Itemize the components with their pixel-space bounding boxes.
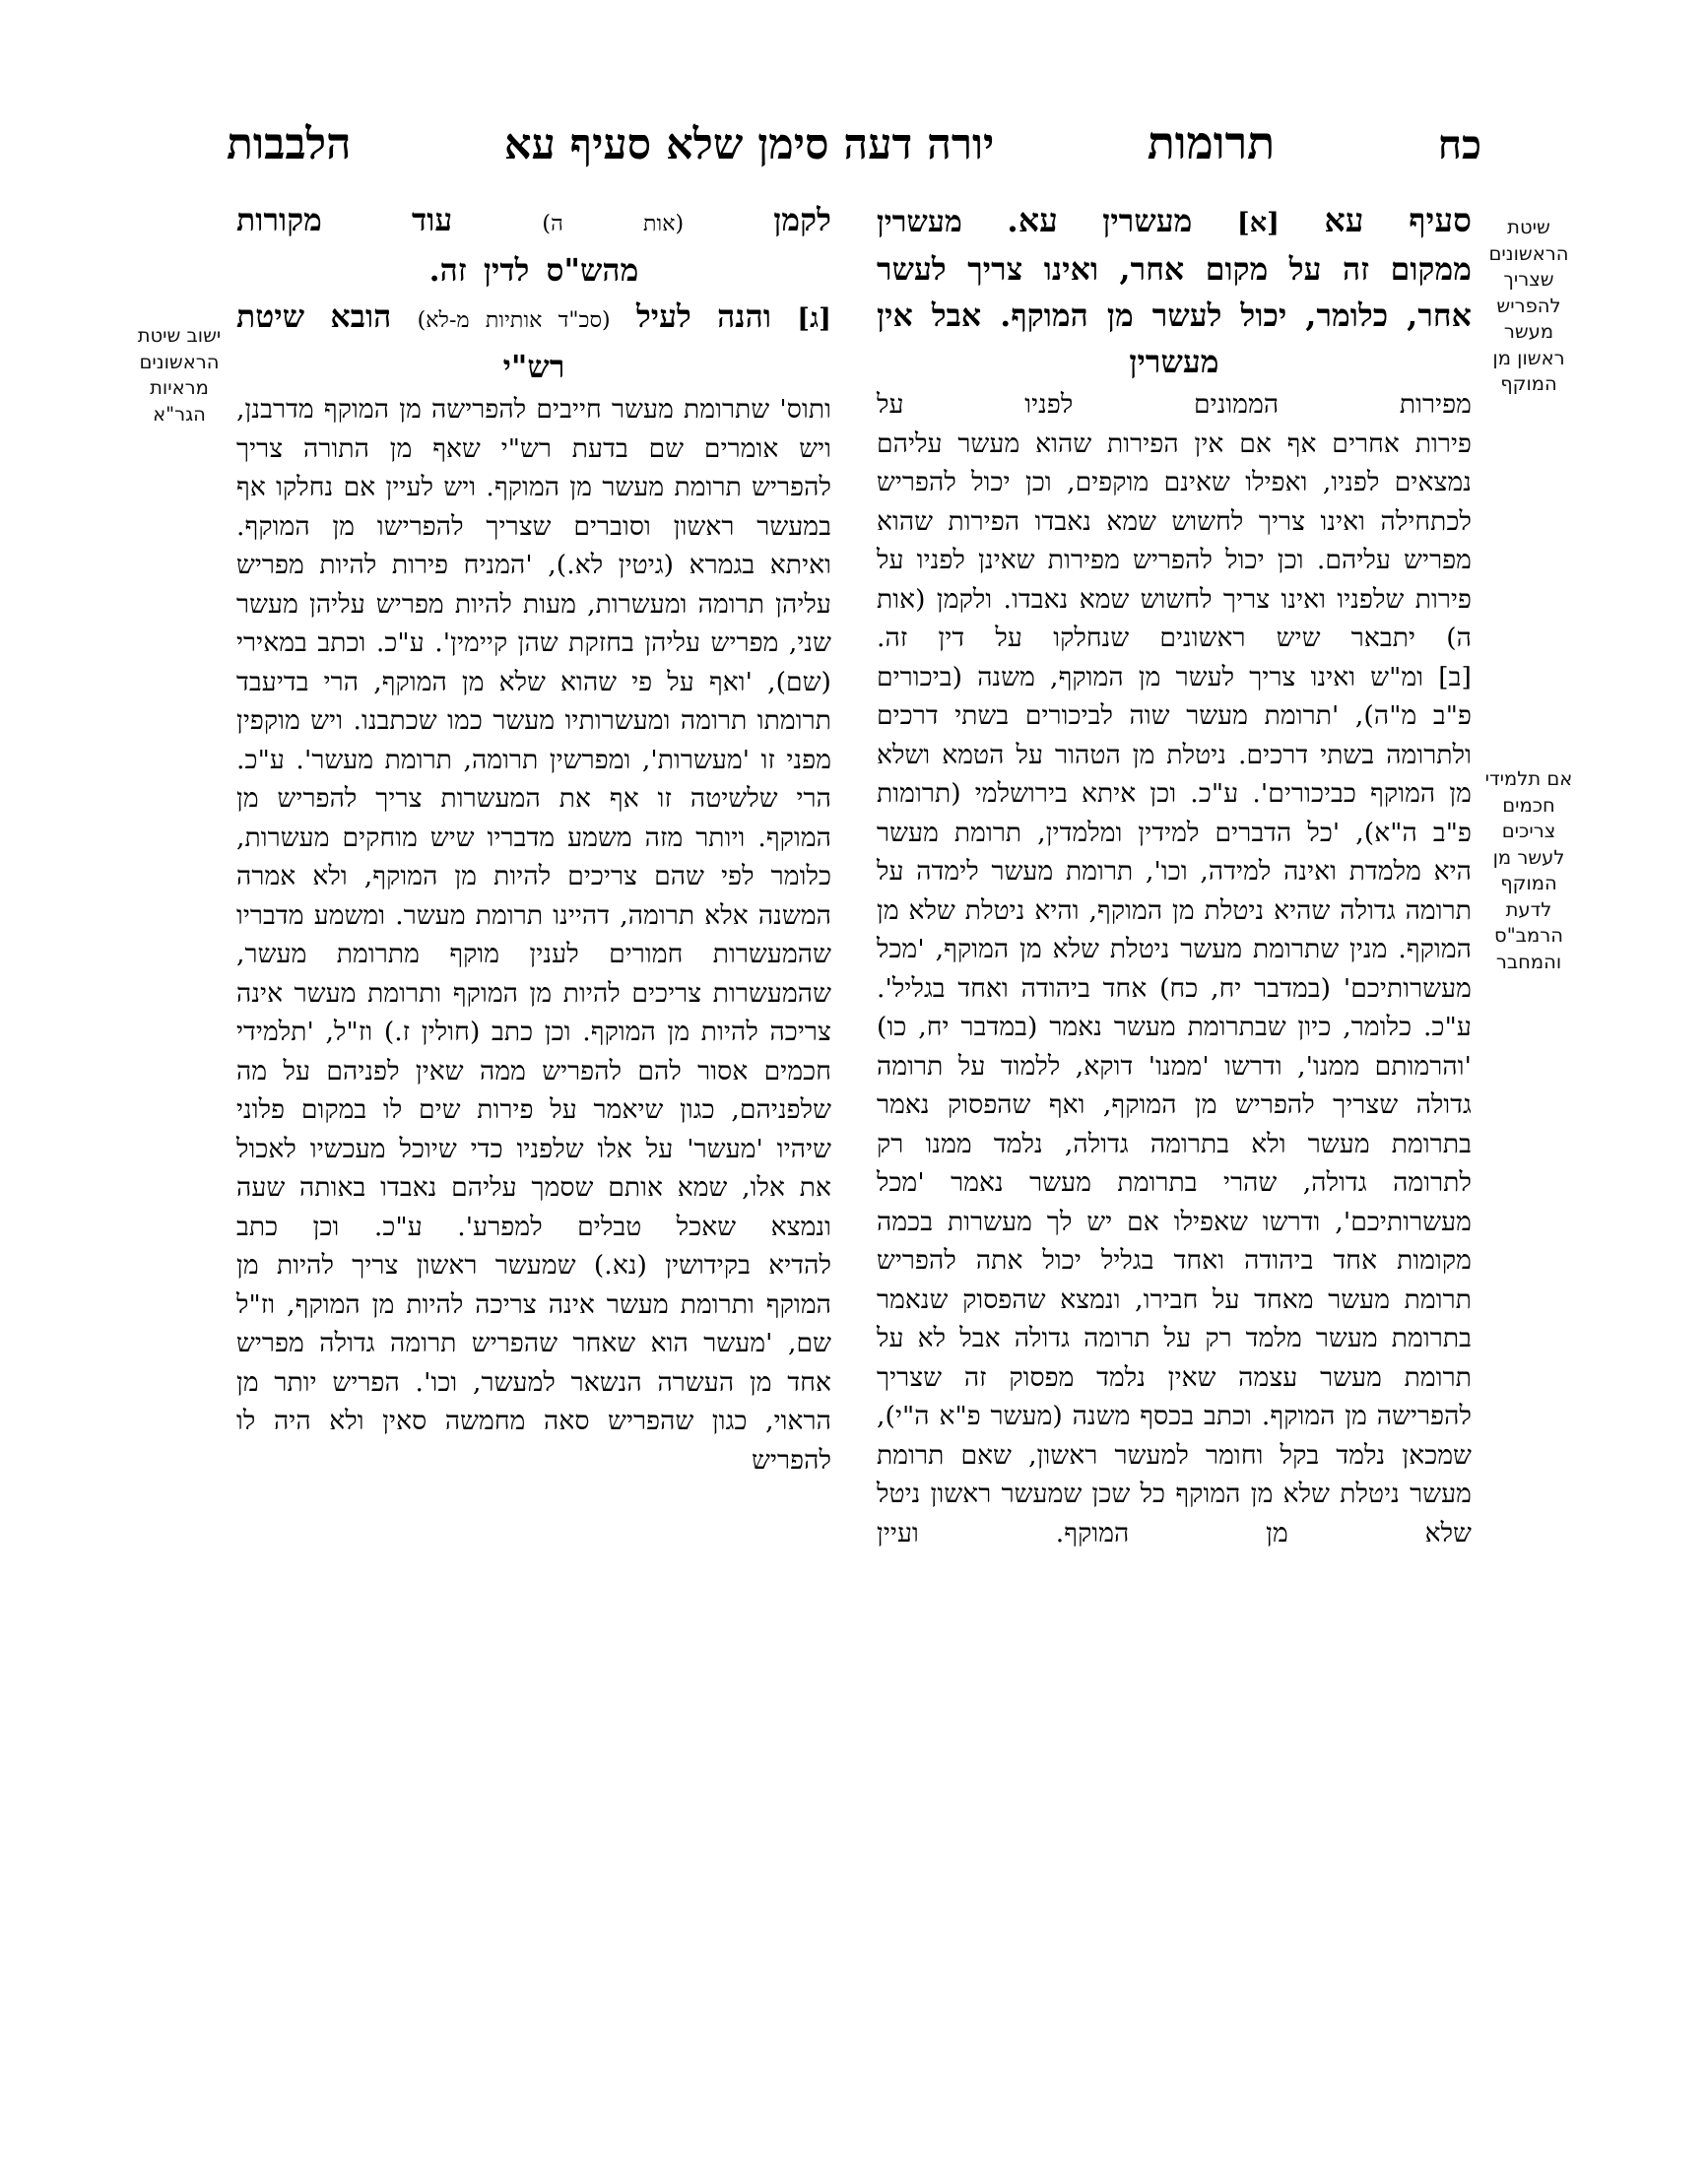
- margin-note-left-1: [128, 323, 230, 428]
- margin-note-line: שיטת: [1507, 216, 1550, 238]
- left-opening-line-2-text: מהש"ס לדין זה.: [428, 252, 639, 289]
- shulchan-aruch-siman: עא.: [1007, 201, 1058, 239]
- page-number: כח: [1437, 121, 1481, 168]
- left-opening-line-3-tail: הובא שיטת רש"י: [236, 298, 565, 385]
- left-opening-line-1-tail: עוד מקורות: [236, 202, 453, 238]
- left-opening-line-2: [236, 247, 831, 294]
- left-opening-line-1: [236, 197, 831, 247]
- section-heading-saif: סעיף עא: [1324, 201, 1472, 239]
- source-citation: (סכ"ד אותיות מ-לא): [417, 308, 611, 333]
- margin-note-line: אם תלמידי: [1484, 767, 1573, 790]
- page-header: [227, 116, 1481, 185]
- margin-note-line: הרמב"ס: [1494, 924, 1563, 947]
- subsection-marker-gimel: [ג]: [797, 303, 831, 334]
- right-paragraph-2: [ב] ומ"ש ואינו צריך לעשר מן המוקף, משנה (ביכורים פ"ב מ"ה), 'תרומת מעשר שוה לביכורים בשתי דרכים ולתרומה בשתי דרכים. ניטלת מן הטהור על הטמא ושלא מן המוקף כביכורים'. ע"כ. וכן איתא בירושלמי (תרומות פ"ב ה"א), 'כל הדברים למידין ומלמדין, תרומת מעשר היא מלמדת ואינה למידה, וכו', תרומת מעשר לימדה על תרומה גדולה שהיא ניטלת מן המוקף, והיא ניטלת שלא מן המוקף. מנין שתרומת מעשר ניטלת שלא מן המוקף, 'מכל מעשרותיכם' (במדבר יח, כח) אחד ביהודה ואחד בגליל'. ע"כ. כלומר, כיון שבתרומת מעשר נאמר (במדבר יח, כו) 'והרמותם ממנו', ודרשו 'ממנו' דוקא, ללמוד על תרומה גדולה שצריך להפריש מן המוקף, ואף שהפסוק נאמר בתרומת מעשר ולא בתרומה גדולה, נלמד ממנו רק לתרומה גדולה, שהרי בתרומת מעשר נאמר 'מכל מעשרותיכם', ודרשו שאפילו אם יש לך מעשרות בכמה מקומות אחד ביהודה ואחד בגליל יכול אתה להפריש תרומת מעשר מאחד על חבירו, ונמצא שהפסוק שנאמר בתרומת מעשר מלמד רק על תרומה גדולה אבל לא על תרומת מעשר עצמה שאין נלמד מפסוק זה שצריך להפרישה מן המוקף. וכתב בכסף משנה (מעשר פ"א ה"י), שמכאן נלמד בקל וחומר למעשר ראשון, שאם תרומת מעשר ניטלת שלא מן המוקף כל שכן שמעשר ראשון ניטל שלא מן המוקף. ועיין: [877, 661, 1472, 1548]
- margin-note-line: ראשון מן: [1492, 346, 1565, 369]
- margin-note-line: הגר"א: [153, 402, 206, 426]
- shulchan-aruch-text-measrin: מעשרין: [877, 205, 962, 239]
- margin-note-line: המוקף: [1500, 372, 1557, 395]
- left-opening-word-vehinei: והנה לעיל: [635, 298, 772, 335]
- right-paragraph-1: פירות אחרים אף אם אין הפירות שהוא מעשר עליהם נמצאים לפניו, ואפילו שאינם מוקפים, וכן יכול להפריש לכתחילה ואינו צריך לחשוש שמא נאבדו הפירות שהוא מפריש עליהם. וכן יכול להפריש מפירות שאינן לפניו על פירות שלפניו ואינו צריך לחשוש שמא נאבדו. ולקמן (אות ה) יתבאר שיש ראשונים שנחלקו על דין זה.: [877, 428, 1472, 653]
- margin-note-right-1: [1478, 215, 1580, 398]
- margin-note-line: לדעת: [1505, 897, 1552, 921]
- right-text-column: [877, 197, 1472, 2074]
- text-columns: [236, 197, 1472, 2074]
- margin-note-line: להפריש: [1496, 294, 1561, 317]
- body-area: [128, 197, 1580, 2074]
- margin-note-line: מעשר: [1503, 320, 1554, 343]
- source-citation: (אות ה): [542, 212, 685, 236]
- opening-line-3: [877, 293, 1472, 385]
- margin-note-line: המוקף: [1500, 872, 1557, 894]
- left-paragraph-2: ואיתא בגמרא (גיטין לא.), 'המניח פירות להיות מפריש עליהן תרומה ומעשרות, מעות להיות מפריש עליהן מעשר שני, מפריש עליהן בחזקת שהן קיימין'. ע"כ. וכתב במאירי (שם), 'ואף על פי שהוא שלא מן המוקף, הרי בדיעבד תרומתו תרומה ומעשרותיו מעשר כמו שכתבנו. ויש מוקפין מפני זו 'מעשרות', ומפרשין תרומה, תרומת מעשר'. ע"כ. הרי שלשיטה זו אף את המעשרות צריך להפריש מן המוקף. ויותר מזה משמע מדבריו שיש מוחקים מעשרות, כלומר לפי שהם צריכים להיות מן המוקף, ולא אמרה המשנה אלא תרומה, דהיינו תרומת מעשר. ומשמע מדבריו שהמעשרות חמורים לענין מוקף מתרומת מעשר, שהמעשרות צריכים להיות מן המוקף ותרומת מעשר אינה צריכה להיות מן המוקף. וכן כתב (חולין ז.) וז"ל, 'תלמידי חכמים אסור להם להפריש ממה שאין לפניהם על מה שלפניהם, כגון שיאמר על פירות שים לו במקום פלוני שיהיו 'מעשר' על אלו שלפניו כדי שיוכל מעכשיו לאכול את אלו, שמא אותם שסמך עליהם נאבדו באותה שעה ונמצא שאכל טבלים למפרע'. ע"כ. וכן כתב: [236, 550, 831, 1242]
- margin-note-right-2: [1478, 766, 1580, 975]
- margin-note-line: מראיות: [150, 376, 209, 399]
- margin-note-line: לעשר מן: [1492, 845, 1565, 869]
- opening-line-2-text: ממקום זה על מקום אחר, ואינו צריך לעשר: [877, 251, 1472, 288]
- left-paragraph-3: להדיא בקידושין (נא.) שמעשר ראשון צריך להיות מן המוקף ותרומת מעשר אינה צריכה להיות מן המוקף, וז"ל שם, 'מעשר הוא שאחר שהפריש תרומה גדולה מפריש אחד מן העשרה הנשאר למעשר, וכו'. הפריש יותר מן הראוי, כגון שהפריש סאה מחמשה סאין ולא היה לו להפריש: [236, 1250, 831, 1476]
- left-opening-line-3: [236, 294, 831, 390]
- opening-line-3-text: אחר, כלומר, יכול לעשר מן המוקף. אבל אין מעשרין: [877, 297, 1472, 380]
- margin-note-line: והמחבר: [1495, 950, 1562, 973]
- left-paragraph-1: ותוס' שתרומת מעשר חייבים להפרישה מן המוקף מדרבנן, ויש אומרים שם בדעת רש"י שאף מן התורה צריך להפריש תרומת מעשר מן המוקף. ויש לעיין אם נחלקו אף במעשר ראשון וסוברים שצריך להפרישו מן המוקף.: [236, 394, 831, 542]
- opening-line-1: [877, 197, 1472, 246]
- header-book-title: תרומות: [1147, 116, 1276, 169]
- header-series-title: הלבבות: [227, 119, 352, 169]
- opening-line-2: [877, 246, 1472, 293]
- left-text-column: [236, 197, 831, 2074]
- right-paragraph-lead: מפירות הממונים לפניו על: [877, 389, 1472, 420]
- margin-note-line: צריכים: [1501, 820, 1556, 842]
- left-opening-word-lekaman: לקמן: [773, 202, 831, 238]
- header-reference: יורה דעה סימן שלא סעיף עא: [503, 120, 995, 169]
- margin-note-line: הראשונים: [139, 350, 220, 373]
- subsection-marker-alef: [א]: [1236, 208, 1281, 238]
- margin-note-line: שצריך: [1503, 268, 1554, 291]
- margin-note-line: חכמים: [1502, 793, 1555, 817]
- margin-note-line: ישוב שיטת: [137, 324, 222, 347]
- margin-note-line: הראשונים: [1488, 241, 1569, 265]
- opening-word-measrin: מעשרין: [1102, 203, 1193, 239]
